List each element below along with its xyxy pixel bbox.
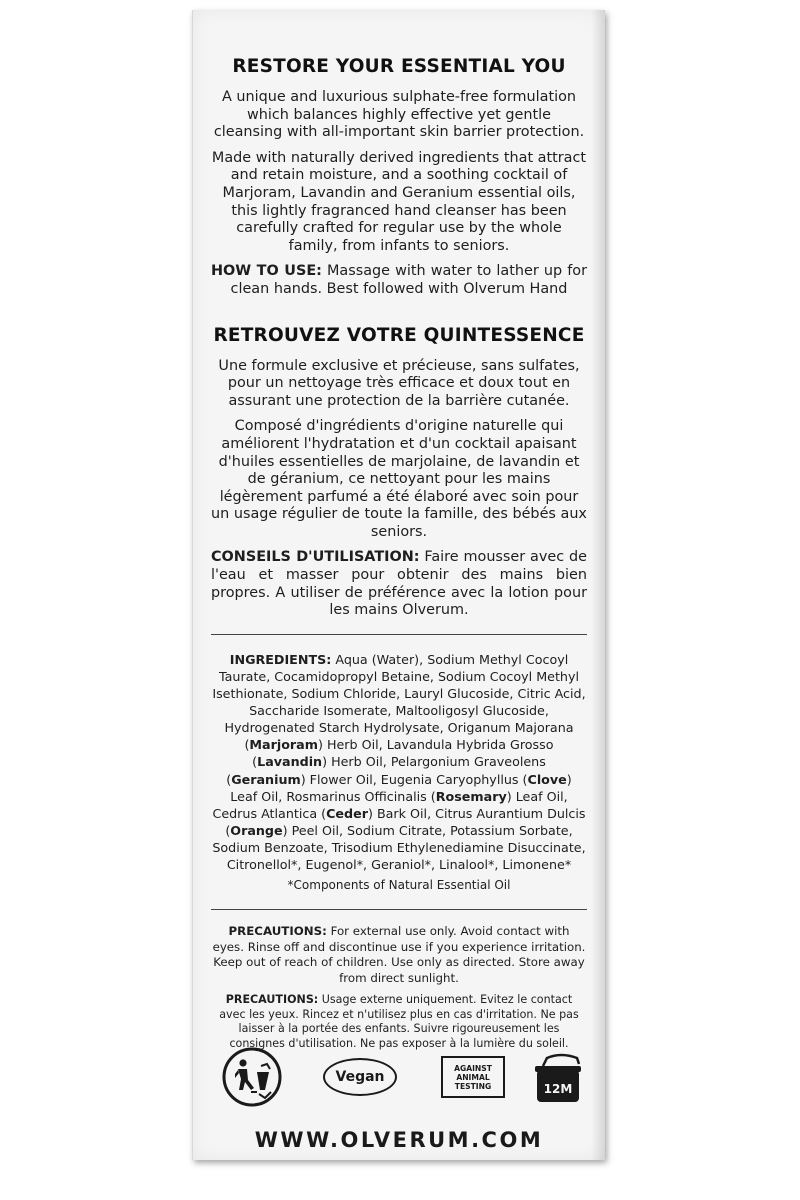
ingredients-text-7: ) Bark Oil, Citrus Aurantium Dulcis ( xyxy=(225,805,586,838)
ingredients-text-8: ) Peel Oil, Sodium Citrate, Potassium Sorbate, Sodium Benzoate, Trisodium Ethylenediamine Disuccinate, Citronellol*, Eugenol*, Geraniol*, Linalool*, Limonene* xyxy=(212,822,586,872)
french-description: Composé d'ingrédients d'origine naturelle qui améliorent l'hydratation et d'un cocktail apaisant d'huiles essentielles de marjolaine, de lavandin et de géranium, ce nettoyant pour les mains légèrement parfumé a été élaboré avec soin pour un usage régulier de toute la famille, des bébés aux seniors. xyxy=(211,418,587,540)
ingredients-footnote: *Components of Natural Essential Oil xyxy=(287,878,511,893)
english-heading: RESTORE YOUR ESSENTIAL YOU xyxy=(232,56,566,77)
precautions-en-text: For external use only. Avoid contact with eyes. Rinse off and discontinue use if you experience irritation. Keep out of reach of children. Use only as directed. Store away from direct sunlight. xyxy=(212,924,586,986)
against-animal-testing-badge xyxy=(441,1056,505,1098)
tidyman-recycle-icon xyxy=(221,1046,283,1108)
product-label xyxy=(192,10,605,1160)
divider-top xyxy=(211,634,587,635)
ingredients-text-4: ) Flower Oil, Eugenia Caryophyllus ( xyxy=(300,771,528,787)
english-description: Made with naturally derived ingredients that attract and retain moisture, and a soothing cocktail of Marjoram, Lavandin and Geranium essential oils, this lightly fragranced hand cleanser has been carefully crafted for regular use by the whole family, from infants to seniors. xyxy=(211,149,587,254)
conseils-text: Faire mousser avec de l'eau et masser pour obtenir des mains bien propres. A utiliser de préférence avec la lotion pour les mains Olverum. xyxy=(211,549,588,619)
animal-testing-line-1: AGAINST xyxy=(454,1063,492,1073)
ingredient-highlight-geranium: Geranium xyxy=(231,771,301,787)
vegan-label: Vegan xyxy=(335,1069,385,1085)
section-gap xyxy=(211,299,587,325)
ingredients-list xyxy=(211,651,587,873)
french-intro: Une formule exclusive et précieuse, sans sulfates, pour un nettoyage très efficace et doux tout en assurant une protection de la barrière cutanée. xyxy=(218,357,580,409)
how-to-use-text: Massage with water to lather up for clean hands. Best followed with Olverum Hand xyxy=(230,263,587,297)
conseils-label: CONSEILS D'UTILISATION: xyxy=(211,549,420,566)
ingredients-label: INGREDIENTS: xyxy=(229,651,332,667)
precautions-english xyxy=(211,924,587,987)
vegan-badge xyxy=(323,1058,397,1096)
precautions-en-label: PRECAUTIONS: xyxy=(228,924,327,939)
french-heading: RETROUVEZ VOTRE QUINTESSENCE xyxy=(213,324,585,346)
divider-bottom xyxy=(211,909,587,910)
ingredient-highlight-rosemary: Rosemary xyxy=(435,788,507,804)
certification-icons xyxy=(211,1042,587,1112)
ingredients-text-1: Aqua (Water), Sodium Methyl Cocoyl Taurate, Cocamidopropyl Betaine, Sodium Cocoyl Methyl Isethionate, Sodium Chloride, Lauryl Glucoside, Citric Acid, Saccharide Isomerate, Maltooligosyl Glucoside, Hydrogenated Starch Hydrolysate, Origanum Majorana ( xyxy=(212,651,586,753)
ingredients-text-2: ) Herb Oil, Lavandula Hybrida Grosso ( xyxy=(252,737,554,770)
ingredient-highlight-marjoram: Marjoram xyxy=(249,737,318,753)
animal-testing-line-3: TESTING xyxy=(454,1081,492,1091)
precautions-fr-label: PRECAUTIONS: xyxy=(225,992,319,1006)
jar-icon xyxy=(533,1048,583,1106)
ingredient-highlight-ceder: Ceder xyxy=(326,805,368,821)
ingredients-text-5: ) Leaf Oil, Rosmarinus Officinalis ( xyxy=(230,771,572,804)
ingredient-highlight-lavandin: Lavandin xyxy=(257,754,323,770)
how-to-use-label: HOW TO USE: xyxy=(211,263,322,280)
pao-jar-icon xyxy=(533,1048,583,1106)
pao-label: 12M xyxy=(543,1082,573,1096)
precautions-fr-text: Usage externe uniquement. Evitez le contact avec les yeux. Rincez et n'utilisez plus en cas d'irritation. Ne pas laisser à la portée des enfants. Suivre rigoureusement les consignes d'utilisation. Ne pas exposer à la lumière du soleil. xyxy=(219,992,579,1051)
french-conseils xyxy=(211,549,587,619)
english-how-to-use xyxy=(211,263,587,298)
ingredient-highlight-orange: Orange xyxy=(230,822,283,838)
animal-testing-line-2: ANIMAL xyxy=(456,1072,490,1082)
english-intro: A unique and luxurious sulphate-free formulation which balances highly effective yet gentle cleansing with all-important skin barrier protection. xyxy=(213,89,585,141)
ingredients-text-3: ) Herb Oil, Pelargonium Graveolens ( xyxy=(226,754,546,787)
ingredient-highlight-clove: Clove xyxy=(527,771,567,787)
ingredients-text-6: ) Leaf Oil, Cedrus Atlantica ( xyxy=(212,788,568,821)
label-content xyxy=(211,56,587,1052)
website-url: WWW.OLVERUM.COM xyxy=(254,1128,544,1152)
